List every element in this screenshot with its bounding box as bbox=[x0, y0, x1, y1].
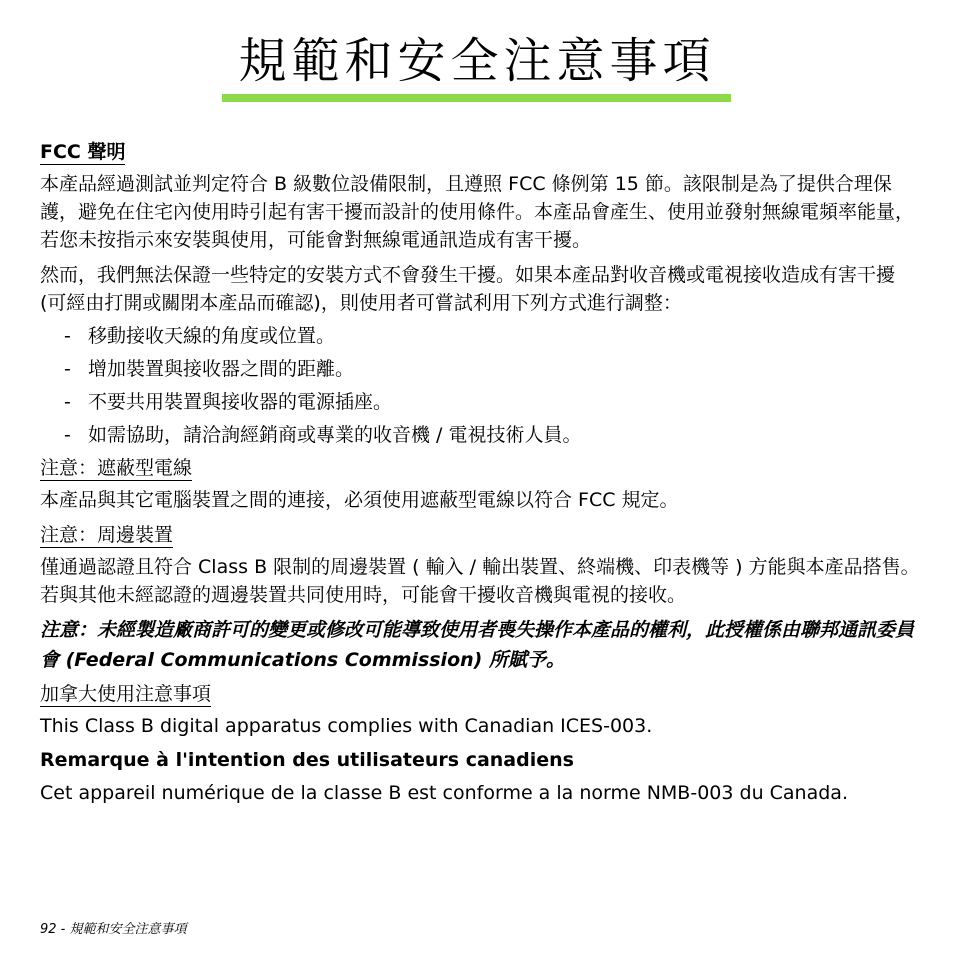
list-item bbox=[40, 388, 920, 416]
modification-warning: 注意：未經製造廠商許可的變更或修改可能導致使用者喪失操作本產品的權利，此授權係由聯邦通訊委員會 (Federal Communications Commission) 所賦予。 bbox=[40, 619, 915, 671]
canada-heading: 加拿大使用注意事項 bbox=[40, 683, 212, 705]
canada-english-text: This Class B digital apparatus complies with Canadian ICES-003. bbox=[40, 715, 653, 737]
page-title: 規範和安全注意事項 bbox=[238, 33, 716, 89]
dash-bullet: - bbox=[64, 325, 71, 347]
shielded-cable-text: 本產品與其它電腦裝置之間的連接，必須使用遮蔽型電線以符合 FCC 規定。 bbox=[40, 489, 679, 511]
dash-bullet: - bbox=[64, 358, 71, 380]
list-item bbox=[40, 322, 920, 350]
list-item-text: 增加裝置與接收器之間的距離。 bbox=[88, 358, 355, 380]
dash-bullet: - bbox=[64, 391, 71, 413]
list-item bbox=[40, 355, 920, 383]
fcc-remedy-list bbox=[40, 322, 920, 449]
canada-french-text: Cet appareil numérique de la classe B est conforme a la norme NMB-003 du Canada. bbox=[40, 782, 848, 804]
fcc-paragraph-2: 然而，我們無法保證一些特定的安裝方式不會發生干擾。如果本產品對收音機或電視接收造成有害干擾 (可經由打開或關閉本產品而確認)，則使用者可嘗試利用下列方式進行調整： bbox=[40, 264, 896, 314]
list-item-text: 不要共用裝置與接收器的電源插座。 bbox=[88, 391, 393, 413]
list-item bbox=[40, 421, 920, 449]
fcc-heading: FCC 聲明 bbox=[40, 141, 126, 163]
title-underline-bar bbox=[222, 94, 731, 102]
list-item-text: 移動接收天線的角度或位置。 bbox=[88, 325, 336, 347]
dash-bullet: - bbox=[64, 424, 71, 446]
list-item-text: 如需協助，請洽詢經銷商或專業的收音機 / 電視技術人員。 bbox=[88, 424, 582, 446]
peripheral-text: 僅通過認證且符合 Class B 限制的周邊裝置 ( 輸入 / 輸出裝置、終端機、印表機等 ) 方能與本產品搭售。若與其他未經認證的週邊裝置共同使用時，可能會干擾收音機與電視的接收。 bbox=[40, 556, 920, 606]
shielded-cable-heading: 注意：遮蔽型電線 bbox=[40, 457, 193, 479]
peripheral-heading: 注意：周邊裝置 bbox=[40, 524, 174, 546]
fcc-paragraph-1: 本產品經過測試並判定符合 B 級數位設備限制，且遵照 FCC 條例第 15 節。該限制是為了提供合理保護，避免在住宅內使用時引起有害干擾而設計的使用條件。本產品會產生、使用並發射無線電頻率能量，若您未按指示來安裝與使用，可能會對無線電通訊造成有害干擾。 bbox=[40, 173, 915, 251]
page-footer: 92 - 規範和安全注意事項 bbox=[40, 922, 187, 937]
canada-french-heading: Remarque à l'intention des utilisateurs canadiens bbox=[40, 749, 574, 771]
document-body bbox=[40, 138, 920, 812]
